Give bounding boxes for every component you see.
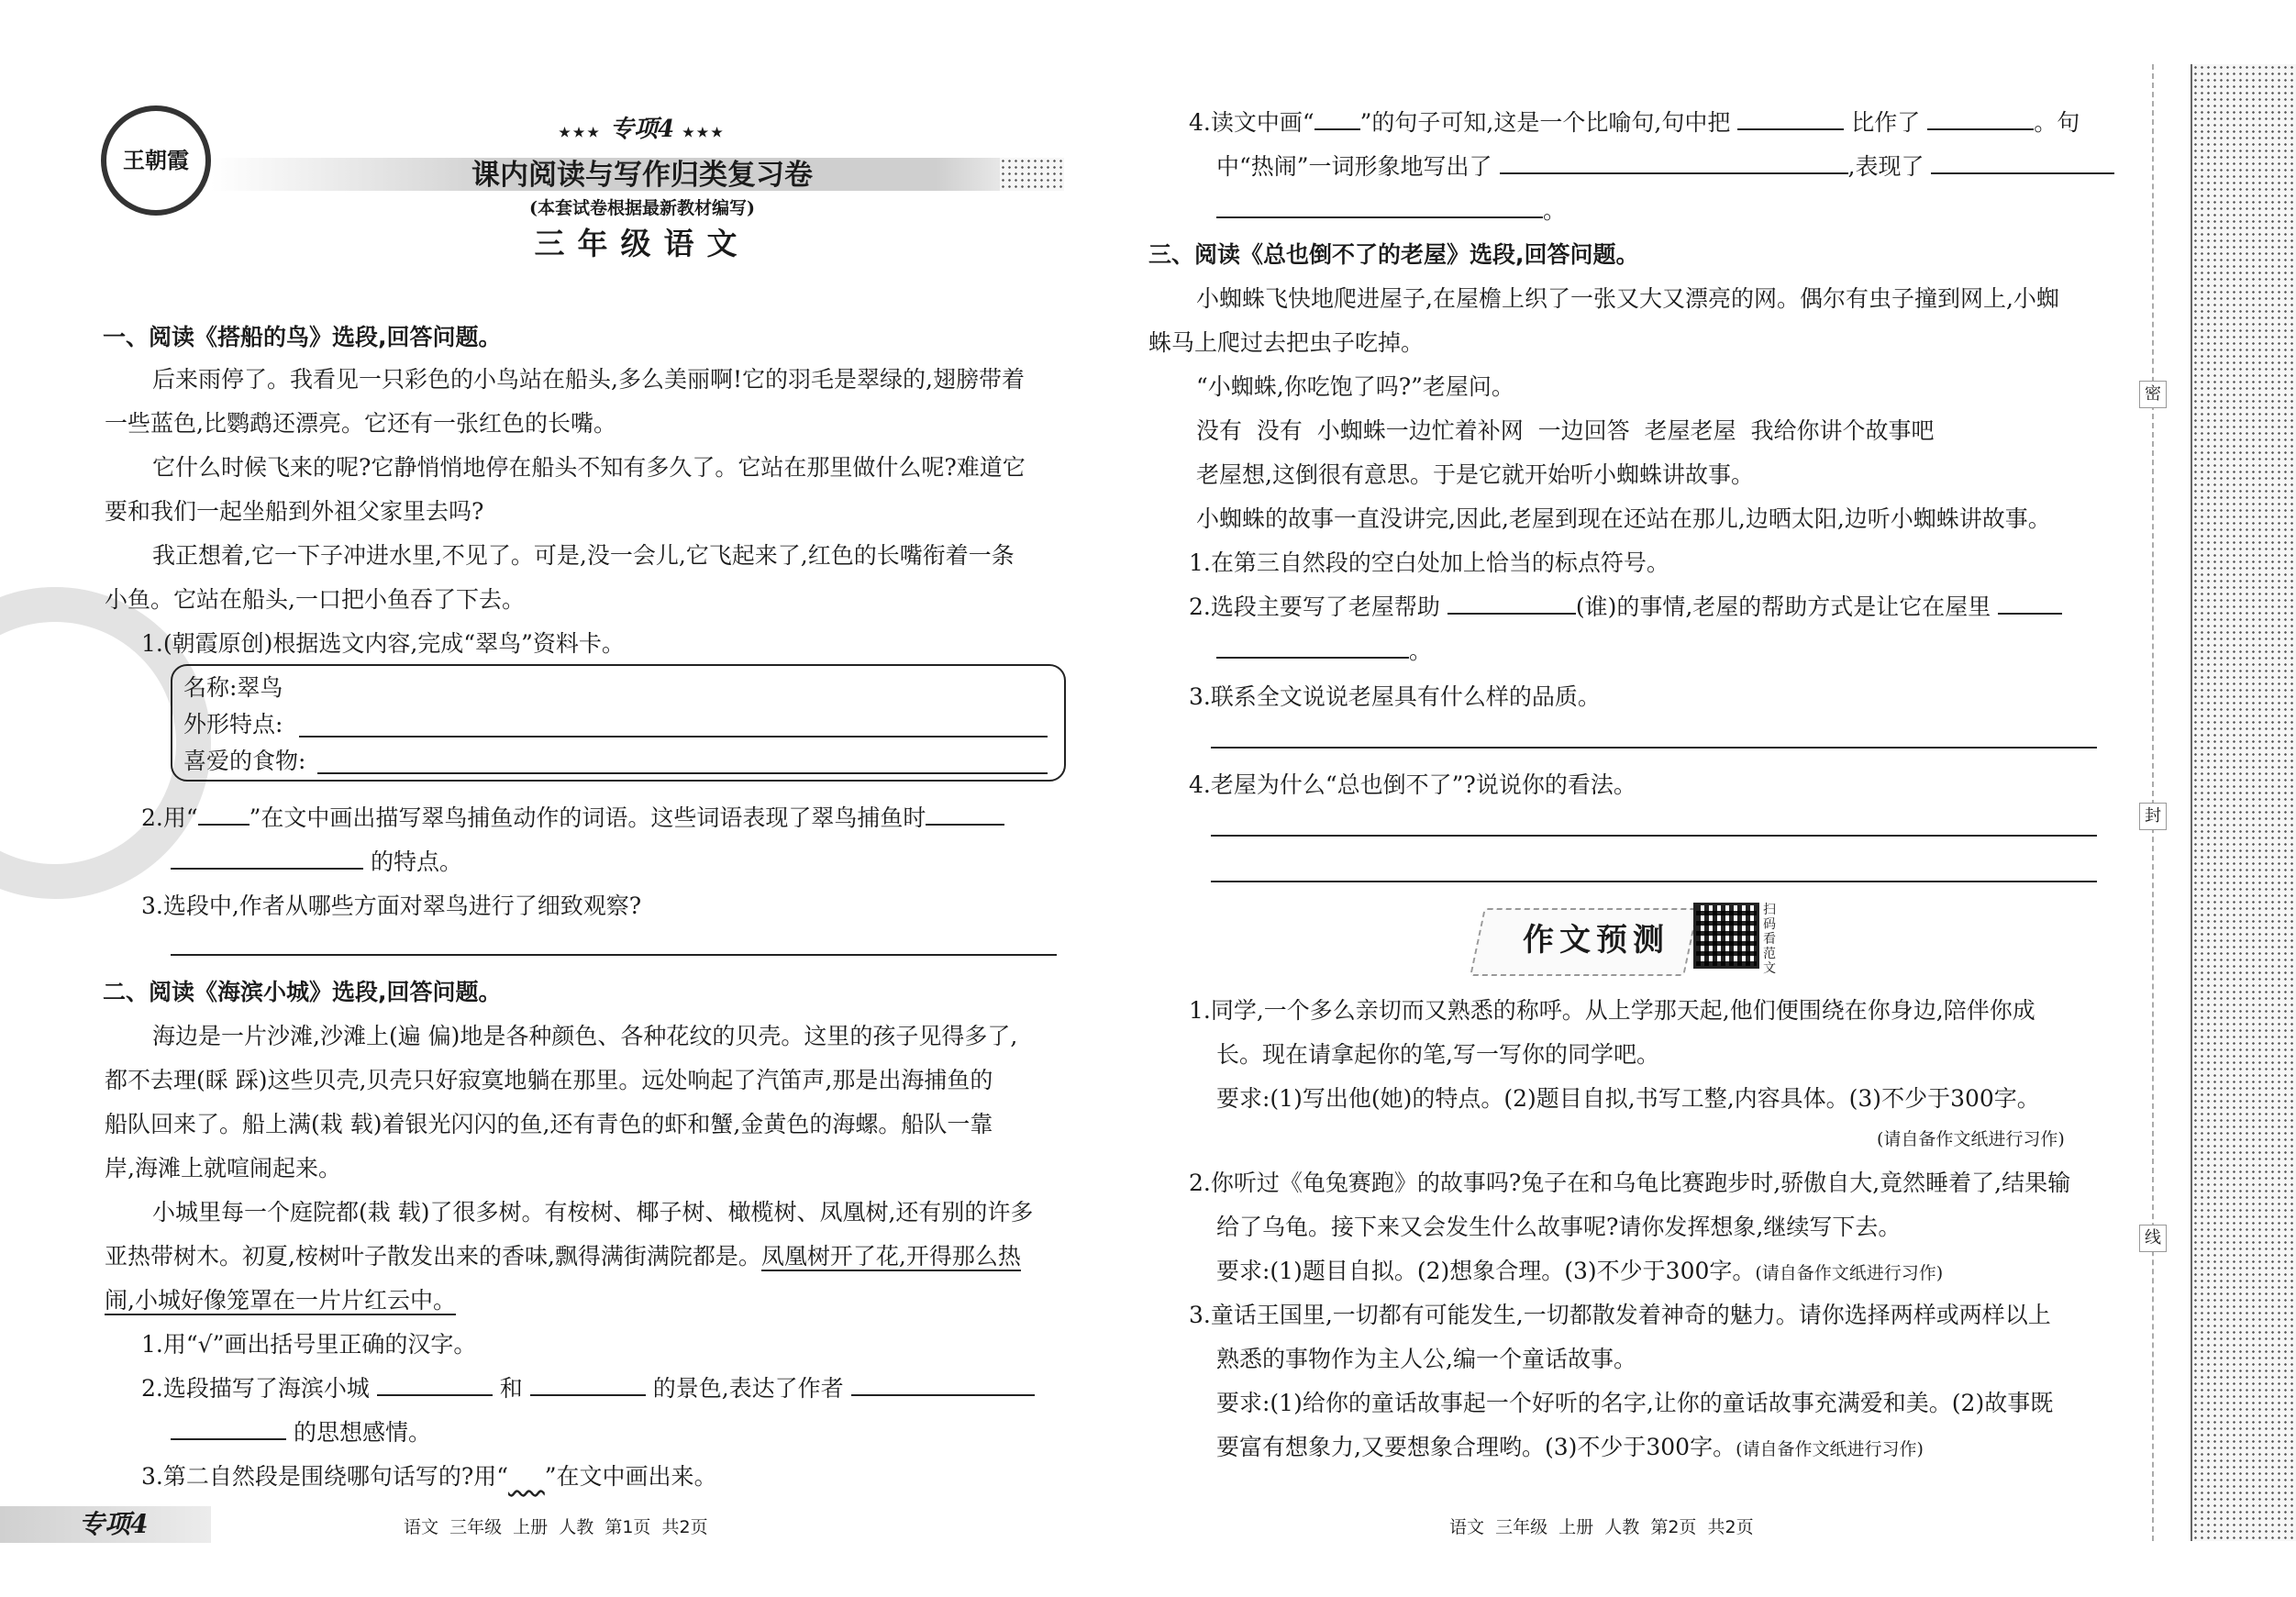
r-q4-part3: 比作了	[1851, 109, 1921, 136]
comp-q2-req-text: 要求:(1)题目自拟。(2)想象合理。(3)不少于300字。	[1216, 1258, 1756, 1284]
s3-question4: 4.老屋为什么“总也倒不了”?说说你的看法。	[1189, 771, 1636, 798]
r-q4-blank3[interactable]	[1500, 150, 1848, 174]
card-appearance-line[interactable]	[299, 736, 1048, 738]
comp-q2-line1: 2.你听过《龟兔赛跑》的故事吗?兔子在和乌龟比赛跑步时,骄傲自大,竟然睡着了,结果输	[1189, 1170, 2071, 1196]
s1-q2-part2: ”在文中画出描写翠鸟捕鱼动作的词语。这些词语表现了翠鸟捕鱼时	[249, 804, 926, 831]
s2-question1: 1.用“√”画出括号里正确的汉字。	[141, 1331, 477, 1358]
s1-question1: 1.(朝霞原创)根据选文内容,完成“翠鸟”资料卡。	[141, 630, 625, 657]
s2-para1-line4: 岸,海滩上就喧闹起来。	[105, 1155, 341, 1181]
s1-q2-answer-blank2[interactable]	[171, 846, 363, 870]
stars-right: ★★★	[682, 126, 726, 140]
s2-question2-cont	[171, 1411, 431, 1455]
logo	[101, 105, 211, 216]
s3-question3: 3.联系全文说说老屋具有什么样的品质。	[1189, 683, 1601, 710]
r-question4-line2	[1216, 145, 2114, 189]
card-food-line[interactable]	[317, 772, 1048, 774]
s2-para1-line1: 海边是一片沙滩,沙滩上(遍 偏)地是各种颜色、各种花纹的贝壳。这里的孩子见得多了,	[152, 1023, 1018, 1049]
s3-q2-blank2[interactable]	[1998, 591, 2062, 615]
s3-q4-answer-line2[interactable]	[1211, 881, 2097, 882]
comp-q2-requirement	[1216, 1249, 1943, 1295]
s2-q2-part2: 和	[499, 1375, 523, 1402]
comp-q3-req-text: 要富有想象力,又要想象合理哟。(3)不少于300字。	[1216, 1434, 1736, 1460]
topic-label: 专项4	[609, 116, 675, 143]
s1-q2-part3: 的特点。	[370, 848, 462, 875]
s3-q2-part3: 。	[1409, 638, 1433, 664]
s1-para2-line2: 要和我们一起坐船到外祖父家里去吗?	[105, 498, 484, 525]
footer-tag: 专项4	[79, 1509, 149, 1539]
s2-q2-part4: 的思想感情。	[293, 1419, 431, 1446]
s2-para1-line3: 船队回来了。船上满(栽 载)着银光闪闪的鱼,还有青色的虾和蟹,金黄色的海螺。船队一靠	[105, 1111, 993, 1137]
comp-q3-note: (请自备作文纸进行习作)	[1736, 1439, 1924, 1459]
s2-para2-line1: 小城里每一个庭院都(栽 载)了很多树。有桉树、椰子树、橄榄树、凤凰树,还有别的许多	[152, 1199, 1034, 1225]
composition-title: 作文预测	[1523, 922, 1669, 959]
s3-q2-part1: 2.选段主要写了老屋帮助	[1189, 593, 1440, 620]
s1-q3-answer-line[interactable]	[171, 954, 1057, 956]
s1-q2-part1: 2.用“	[141, 804, 198, 831]
header-dot-pattern	[1000, 158, 1064, 191]
binding-dot-strip	[2191, 64, 2296, 1541]
s3-q3-answer-line[interactable]	[1211, 747, 2097, 749]
logo-text: 王朝霞	[123, 147, 189, 173]
comp-q3-line1: 3.童话王国里,一切都有可能发生,一切都散发着神奇的魅力。请你选择两样或两样以上	[1189, 1302, 2051, 1328]
comp-q1-line1: 1.同学,一个多么亲切而又熟悉的称呼。从上学那天起,他们便围绕在你身边,陪伴你成	[1189, 997, 2035, 1024]
s2-q2-blank2[interactable]	[530, 1372, 646, 1396]
s3-question2	[1189, 585, 2062, 629]
s1-question2	[141, 796, 1004, 840]
s3-para3: 没有 没有 小蜘蛛一边忙着补网 一边回答 老屋老屋 我给你讲个故事吧	[1196, 417, 1935, 444]
s3-para1-line1: 小蜘蛛飞快地爬进屋子,在屋檐上织了一张又大又漂亮的网。偶尔有虫子撞到网上,小蜘	[1196, 285, 2059, 312]
card-food-label: 喜爱的食物:	[183, 748, 306, 774]
comp-q3-requirement2	[1216, 1425, 1924, 1471]
r-q4-blank1[interactable]	[1737, 106, 1844, 130]
card-appearance-label: 外形特点:	[183, 711, 283, 738]
s3-q4-answer-line1[interactable]	[1211, 835, 2097, 837]
s2-question2	[141, 1367, 1035, 1411]
r-q4-mark-blank	[1314, 106, 1360, 130]
s3-question2-cont	[1216, 629, 1432, 673]
section2-heading: 二、阅读《海滨小城》选段,回答问题。	[103, 979, 502, 1005]
r-q4-blank2[interactable]	[1927, 106, 2034, 130]
r-q4-part5: 中“热闹”一词形象地写出了	[1216, 153, 1492, 180]
comp-q3-line2: 熟悉的事物作为主人公,编一个童话故事。	[1216, 1346, 1636, 1372]
r-q4-part4: 。句	[2034, 109, 2080, 136]
r-q4-part2: ”的句子可知,这是一个比喻句,句中把	[1359, 109, 1731, 136]
r-q4-part6: ,表现了	[1847, 153, 1924, 180]
comp-q1-line2: 长。现在请拿起你的笔,写一写你的同学吧。	[1216, 1041, 1659, 1068]
s3-para4: 老屋想,这倒很有意思。于是它就开始听小蜘蛛讲故事。	[1196, 461, 1754, 488]
s1-q2-mark-blank	[198, 802, 250, 826]
paper-note: (本套试卷根据最新教材编写)	[529, 198, 755, 218]
r-q4-part7: 。	[1543, 197, 1567, 224]
s3-question1: 1.在第三自然段的空白处加上恰当的标点符号。	[1189, 549, 1669, 576]
s3-para2: “小蜘蛛,你吃饱了吗?”老屋问。	[1196, 373, 1514, 400]
s1-para3-line1: 我正想着,它一下子冲进水里,不见了。可是,没一会儿,它飞起来了,红色的长嘴衔着一条	[152, 542, 1015, 569]
s1-question3: 3.选段中,作者从哪些方面对翠鸟进行了细致观察?	[141, 893, 642, 919]
s3-q2-blank3[interactable]	[1216, 635, 1409, 659]
s1-question2-cont	[171, 840, 462, 884]
s3-q2-part2: (谁)的事情,老屋的帮助方式是让它在屋里	[1575, 593, 1991, 620]
topic-banner	[541, 110, 743, 144]
footer-left-pageinfo: 语文 三年级 上册 人教 第1页 共2页	[404, 1517, 708, 1537]
s2-metaphor-sentence-b: 闹,小城好像笼罩在一片片红云中。	[105, 1287, 456, 1314]
s2-q2-part3: 的景色,表达了作者	[652, 1375, 844, 1402]
binding-mark-1: 密	[2139, 381, 2167, 408]
s1-q2-answer-blank1[interactable]	[926, 802, 1004, 826]
s2-metaphor-sentence-a: 凤凰树开了花,开得那么热	[760, 1243, 1021, 1270]
r-q4-part1: 4.读文中画“	[1189, 109, 1314, 136]
qr-code[interactable]	[1693, 903, 1759, 969]
paper-grade: 三年级语文	[534, 226, 750, 261]
s2-q2-part1: 2.选段描写了海滨小城	[141, 1375, 370, 1402]
s1-para1-line2: 一些蓝色,比鹦鹉还漂亮。它还有一张红色的长嘴。	[105, 410, 616, 437]
s2-para2-line3	[105, 1279, 456, 1323]
card-name: 名称:翠鸟	[183, 674, 283, 701]
comp-q3-requirement1: 要求:(1)给你的童话故事起一个好听的名字,让你的童话故事充满爱和美。(2)故事既	[1216, 1390, 2054, 1416]
s2-para2-line2	[105, 1235, 1021, 1279]
comp-q2-note: (请自备作文纸进行习作)	[1755, 1263, 1944, 1283]
qr-note: 扫码看范文	[1763, 903, 1776, 976]
binding-mark-3: 线	[2139, 1225, 2167, 1252]
comp-q1-requirement: 要求:(1)写出他(她)的特点。(2)题目自拟,书写工整,内容具体。(3)不少于300字。	[1216, 1085, 2040, 1112]
s2-q2-blank1[interactable]	[377, 1372, 493, 1396]
s1-para2-line1: 它什么时候飞来的呢?它静悄悄地停在船头不知有多久了。它站在那里做什么呢?难道它	[152, 454, 1026, 481]
s2-q2-blank3[interactable]	[851, 1372, 1035, 1396]
s3-para5: 小蜘蛛的故事一直没讲完,因此,老屋到现在还站在那儿,边晒太阳,边听小蜘蛛讲故事。	[1196, 505, 2051, 532]
r-question4-line3	[1216, 189, 1566, 233]
s2-q2-blank4[interactable]	[171, 1416, 286, 1440]
s2-question3	[141, 1455, 717, 1499]
paper-title: 课内阅读与写作归类复习卷	[471, 159, 813, 192]
footer-right-pageinfo: 语文 三年级 上册 人教 第2页 共2页	[1449, 1517, 1754, 1537]
s3-q2-blank1[interactable]	[1447, 591, 1576, 615]
binding-mark-2: 封	[2139, 803, 2167, 830]
comp-q2-line2: 给了乌龟。接下来又会发生什么故事呢?请你发挥想象,继续写下去。	[1216, 1214, 1902, 1240]
r-q4-blank5[interactable]	[1216, 194, 1543, 218]
r-question4	[1189, 101, 2080, 145]
section1-heading: 一、阅读《搭船的鸟》选段,回答问题。	[103, 324, 502, 350]
s2-para2-line2-plain: 亚热带树木。初夏,桉树叶子散发出来的香味,飘得满街满院都是。	[105, 1243, 761, 1270]
comp-q1-note: (请自备作文纸进行习作)	[1877, 1129, 2065, 1149]
s3-para1-line2: 蛛马上爬过去把虫子吃掉。	[1148, 329, 1425, 356]
s2-q3-wavy-mark	[508, 1463, 545, 1490]
s1-para1-line1: 后来雨停了。我看见一只彩色的小鸟站在船头,多么美丽啊!它的羽毛是翠绿的,翅膀带着	[152, 366, 1025, 393]
r-q4-blank4[interactable]	[1931, 150, 2114, 174]
info-card	[171, 664, 1066, 782]
s1-para3-line2: 小鱼。它站在船头,一口把小鱼吞了下去。	[105, 586, 525, 613]
section3-heading: 三、阅读《总也倒不了的老屋》选段,回答问题。	[1148, 241, 1639, 268]
s2-q3-part2: ”在文中画出来。	[544, 1463, 717, 1490]
s2-para1-line2: 都不去理(睬 踩)这些贝壳,贝壳只好寂寞地躺在那里。远处响起了汽笛声,那是出海捕鱼的	[105, 1067, 993, 1093]
stars-left: ★★★	[559, 126, 602, 140]
s2-q3-part1: 3.第二自然段是围绕哪句话写的?用“	[141, 1463, 509, 1490]
